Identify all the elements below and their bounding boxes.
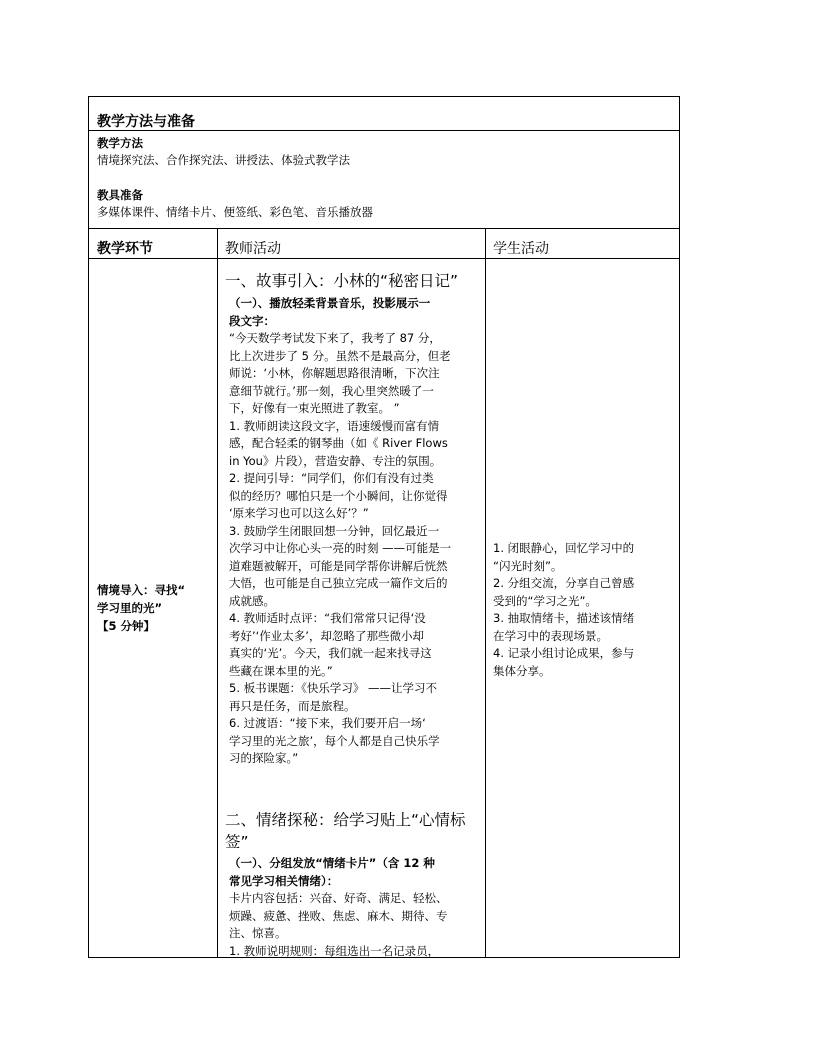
body-line: 师说：‘小林，你解题思路很清晰，下次注 (229, 366, 440, 380)
tools-text: 多媒体课件、情绪卡片、便签纸、彩色笔、音乐播放器 (97, 205, 373, 219)
body-line: 些藏在课本里的光。” (229, 663, 333, 678)
body-line: 似的经历？哪怕只是一个小瞬间，让你觉得 (229, 488, 448, 503)
tools-label: 教具准备 (97, 188, 143, 202)
body-line: 4. 教师适时点评：“我们常常只记得‘没 (229, 611, 426, 625)
body-line: 烦躁、疲惫、挫败、焦虑、麻木、期待、专 (229, 908, 448, 923)
part2-title-line: 签” (225, 833, 249, 851)
body-line: 成就感。 (229, 593, 275, 608)
student-line: 在学习中的表现场景。 (493, 628, 608, 643)
methods-label: 教学方法 (97, 136, 143, 150)
prep-divider (89, 228, 679, 229)
student-line: 2. 分组交流，分享自己曾感 (493, 576, 635, 590)
body-line: ‘原来学习也可以这么好’？” (229, 506, 369, 520)
body-line: 习的探险家。” (229, 751, 299, 765)
stage-time: 【5 分钟】 (97, 619, 156, 633)
part2-subtitle-line: （一）、分组发放“情绪卡片”（含 12 种 (229, 856, 435, 870)
body-line: 1. 教师说明规则：每组选出一名记录员， (229, 943, 440, 958)
body-line: 道难题被解开，可能是同学帮你讲解后恍然 (229, 558, 448, 573)
body-line: 学习里的光之旅’，每个人都是自己快乐学 (229, 733, 440, 748)
part2-body (229, 890, 448, 960)
body-line: “今天数学考试发下来了，我考了 87 分， (229, 331, 441, 345)
student-line: “闪光时刻”。 (493, 558, 563, 573)
column-divider-2 (485, 228, 486, 958)
student-line: 受到的“学习之光”。 (493, 593, 597, 608)
part1-subtitle (229, 295, 430, 330)
part2-title (225, 809, 466, 853)
part1-subtitle-line: （一）、播放轻柔背景音乐，投影展示一 (229, 296, 431, 310)
lesson-plan-table (88, 96, 680, 958)
section-title: 教学方法与准备 (97, 114, 195, 130)
body-line: 3. 鼓励学生闭眼回想一分钟，回忆最近一 (229, 523, 440, 538)
student-line: 1. 闭眼静心，回忆学习中的 (493, 541, 635, 555)
body-line: 感，配合轻柔的钢琴曲（如《 River Flows (229, 436, 448, 450)
body-line: 考好’‘作业太多’，却忽略了那些微小却 (229, 628, 424, 643)
part1-subtitle-line: 段文字： (229, 313, 275, 328)
body-line: 下，好像有一束光照进了教室。 ” (229, 401, 400, 415)
body-line: 真实的‘光’。今天，我们就一起来找寻这 (229, 646, 432, 660)
student-line: 3. 抽取情绪卡，描述该情绪 (493, 611, 635, 625)
body-line: 1. 教师朗读这段文字，语速缓慢而富有情 (229, 418, 440, 433)
methods-text: 情境探究法、合作探究法、讲授法、体验式教学法 (97, 153, 350, 167)
body-line: 次学习中让你心头一亮的时刻 ——可能是一 (229, 541, 452, 555)
part1-body (229, 330, 451, 768)
part2-title-line: 二、情绪探秘：给学习贴上“心情标 (225, 811, 466, 829)
body-line: 5. 板书课题：《快乐学习》 ——让学习不 (229, 681, 438, 695)
body-line: 6. 过渡语：“接下来，我们要开启一场‘ (229, 716, 426, 730)
body-line: 2. 提问引导：“同学们，你们有没有过类 (229, 471, 434, 485)
header-student: 学生活动 (493, 241, 549, 257)
column-divider-1 (217, 228, 218, 958)
body-line: 意细节就行。’那一刻，我心里突然暖了一 (229, 383, 434, 398)
body-line: in You》片段），营造安静、专注的氛围。 (229, 453, 442, 468)
stage-name-line2: 学习里的光” (97, 601, 163, 615)
student-line: 4. 记录小组讨论成果，参与 (493, 646, 635, 660)
body-line: 大悟，也可能是自己独立完成一篇作文后的 (229, 576, 448, 590)
header-stage: 教学环节 (97, 241, 153, 257)
header-row-divider (89, 258, 679, 259)
part1-title: 一、故事引入：小林的“秘密日记” (225, 272, 459, 290)
body-line: 卡片内容包括：兴奋、好奇、满足、轻松、 (229, 891, 448, 905)
header-teacher: 教师活动 (225, 241, 281, 257)
part2-subtitle-line: 常见学习相关情绪）： (229, 873, 339, 888)
body-line: 比上次进步了 5 分。虽然不是最高分，但老 (229, 348, 451, 363)
body-line: 注、惊喜。 (229, 926, 287, 940)
student-line: 集体分享。 (493, 663, 551, 678)
student-activities (493, 540, 634, 680)
stage-name-line1: 情境导入：寻找“ (97, 583, 186, 597)
body-line: 再只是任务，而是旅程。 (229, 698, 356, 713)
part2-subtitle (229, 855, 435, 890)
